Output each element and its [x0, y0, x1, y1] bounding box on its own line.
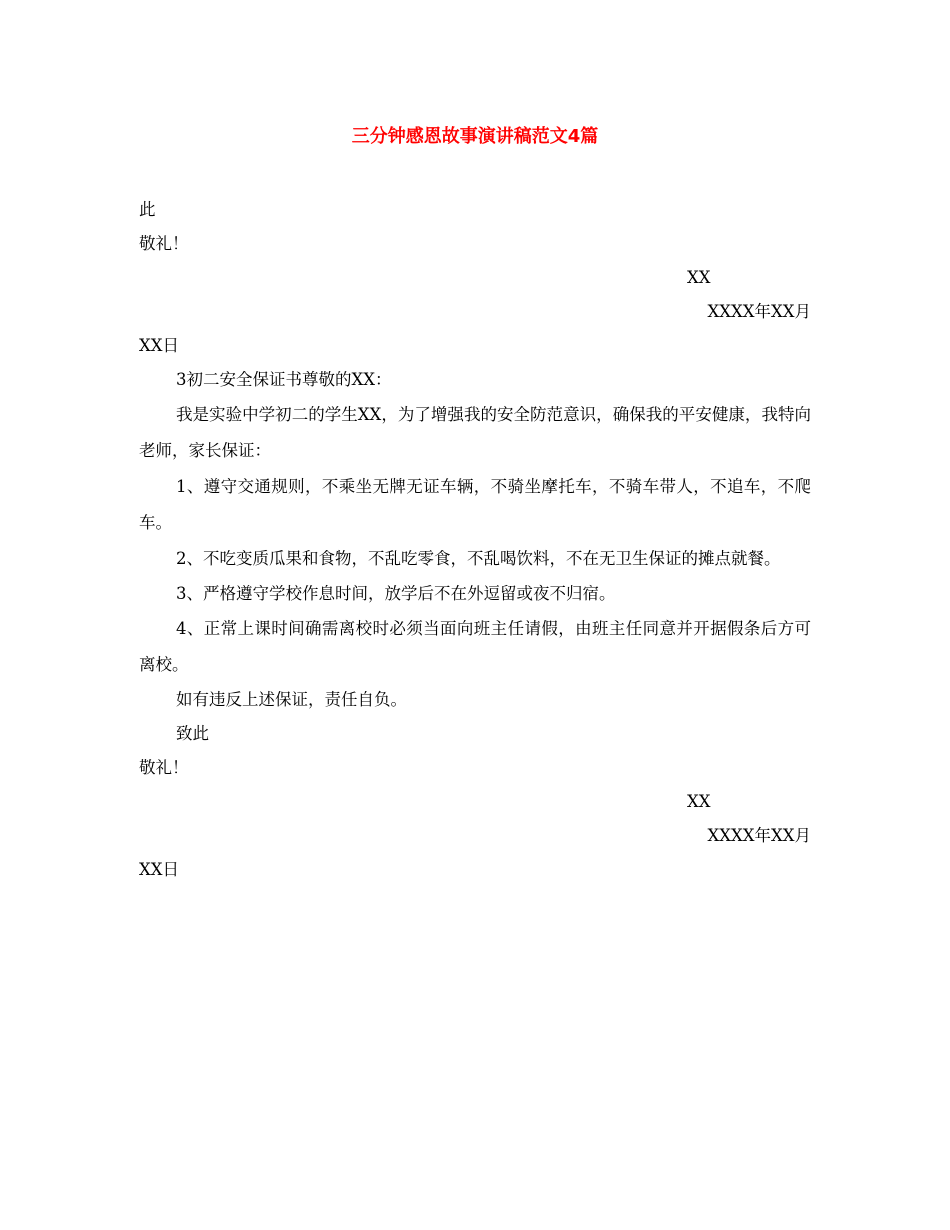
signature-date-day: XX日 [139, 860, 179, 879]
pledge-heading: 3初二安全保证书尊敬的XX： [176, 370, 392, 389]
salutation-line: 敬礼！ [139, 758, 189, 777]
safety-pledge [139, 363, 811, 887]
salutation-line: 敬礼！ [139, 234, 189, 253]
signer-name: XX [687, 268, 711, 287]
document-body [139, 193, 811, 887]
signature-date-year-month: XXXX年XX月 [707, 302, 811, 321]
signer-name: XX [687, 792, 711, 811]
closing-line: 致此 [176, 724, 209, 743]
signature-date-year-month: XXXX年XX月 [707, 826, 811, 845]
signature-date-day: XX日 [139, 336, 179, 355]
first-letter-closing [139, 193, 811, 363]
pledge-item: 2、不吃变质瓜果和食物，不乱吃零食，不乱喝饮料，不在无卫生保证的摊点就餐。 [176, 549, 781, 568]
closing-line: 此 [139, 200, 156, 219]
pledge-item: 3、严格遵守学校作息时间，放学后不在外逗留或夜不归宿。 [176, 584, 616, 603]
pledge-item: 1、遵守交通规则，不乘坐无牌无证车辆，不骑坐摩托车，不骑车带人，不追车，不爬车。 [139, 477, 811, 532]
pledge-liability: 如有违反上述保证，责任自负。 [176, 690, 407, 709]
page-title: 三分钟感恩故事演讲稿范文4篇 [351, 126, 599, 147]
pledge-item: 4、正常上课时间确需离校时必须当面向班主任请假，由班主任同意并开据假条后方可离校。 [139, 619, 811, 674]
pledge-intro: 我是实验中学初二的学生XX，为了增强我的安全防范意识，确保我的平安健康，我特向老师，家长保证： [139, 405, 811, 460]
